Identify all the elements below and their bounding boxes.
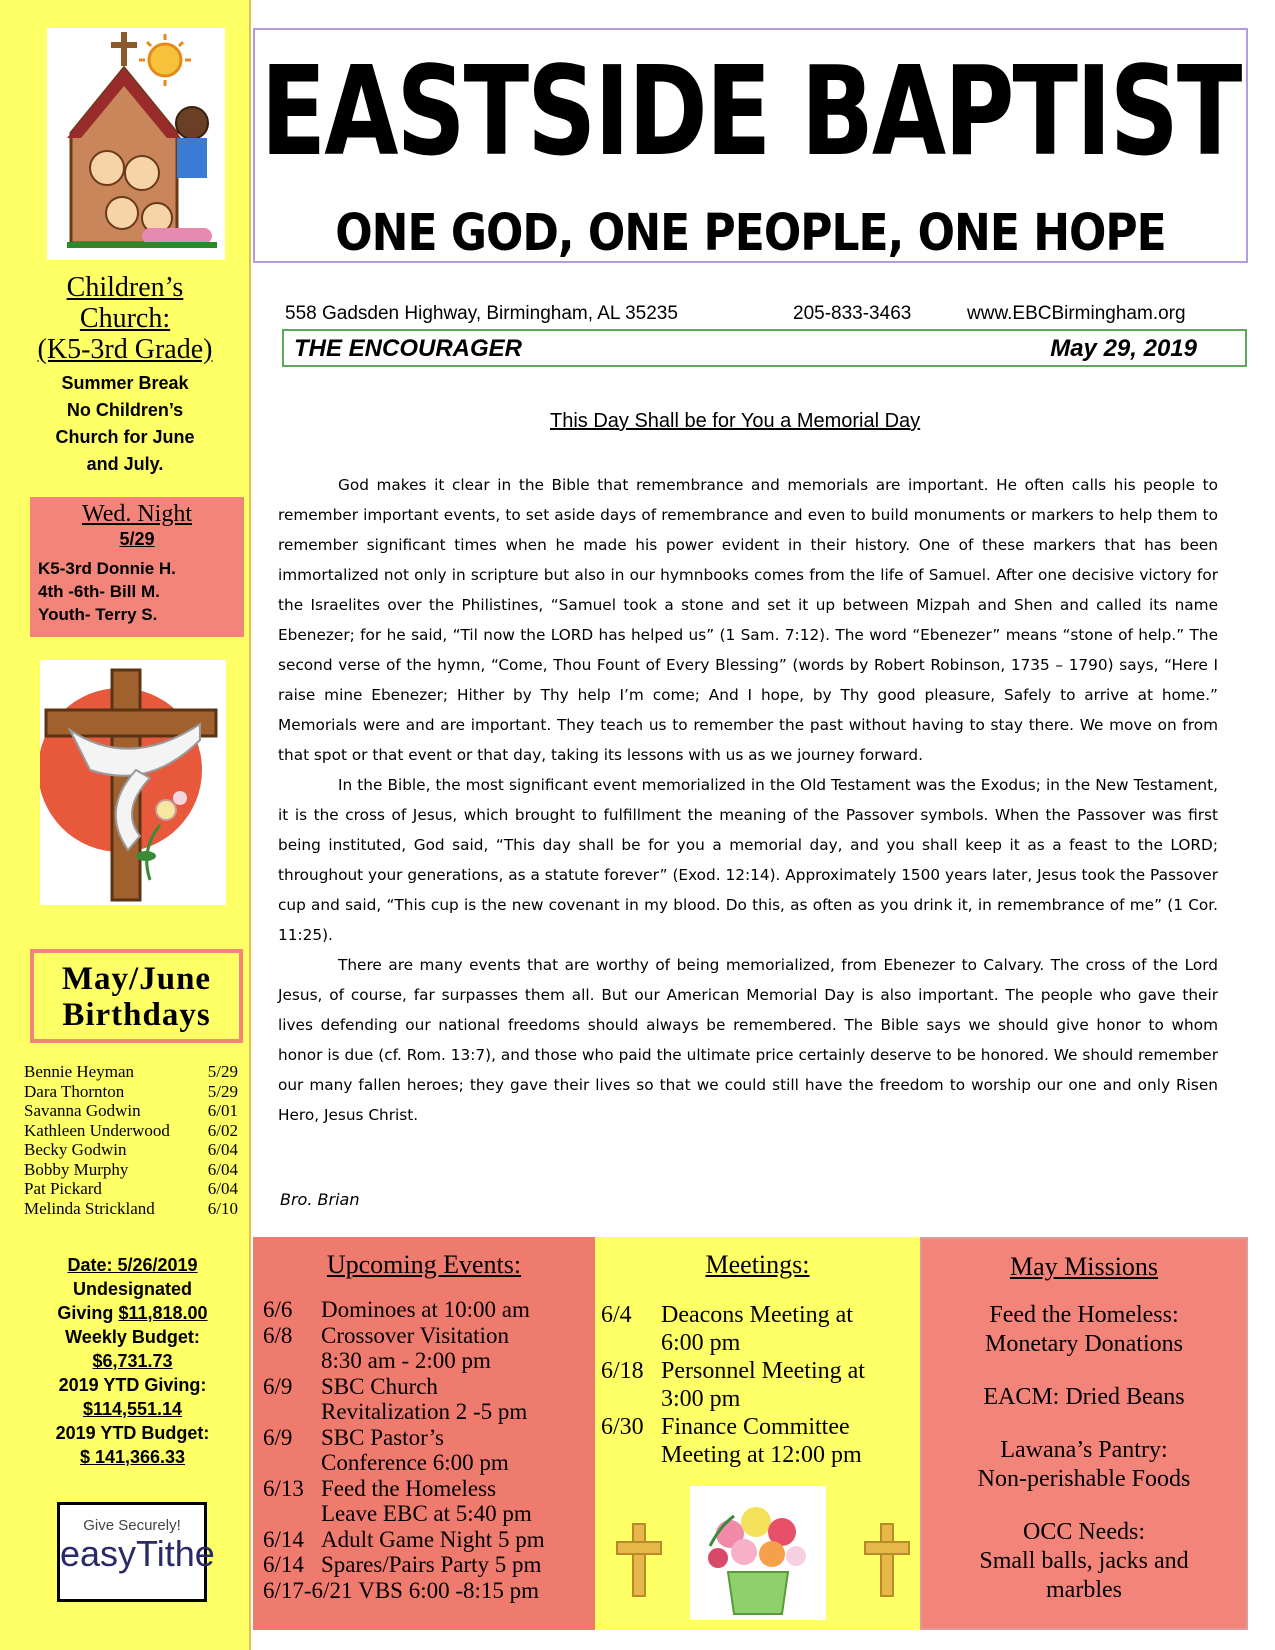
gold-cross-icon	[862, 1522, 912, 1598]
weekly-budget-label: Weekly Budget:	[65, 1327, 200, 1347]
ytd-budget-label: 2019 YTD Budget:	[55, 1423, 210, 1443]
newsletter-date: May 29, 2019	[1050, 335, 1197, 362]
wed-night-line: Youth- Terry S.	[38, 605, 158, 624]
church-name-title: EASTSIDE BAPTIST	[260, 40, 1241, 184]
birthday-row: Kathleen Underwood 6/02	[24, 1120, 238, 1140]
wed-night-title: Wed. Night	[81, 501, 193, 527]
event-item: 6/8 Crossover Visitation	[263, 1322, 509, 1348]
ytd-giving-label: 2019 YTD Giving:	[58, 1375, 207, 1395]
easytithe-brand: easyTithe	[60, 1533, 215, 1574]
event-item-continued: Leave EBC at 5:40 pm	[321, 1501, 532, 1526]
summer-break-note: Summer Break No Children’s Church for June and July.	[55, 373, 195, 474]
meeting-item: 6/30 Finance Committee	[601, 1414, 850, 1440]
church-address: 558 Gadsden Highway, Birmingham, AL 35235	[285, 303, 678, 324]
missions-list	[922, 1283, 1246, 1605]
newsletter-banner	[282, 329, 1247, 367]
missions-box	[920, 1237, 1248, 1630]
article-title: This Day Shall be for You a Memorial Day	[550, 410, 921, 432]
masthead	[253, 28, 1248, 263]
meeting-item-continued: Meeting at 12:00 pm	[661, 1442, 862, 1468]
mission-item: OCC Needs: Small balls, jacks and marbles	[979, 1519, 1189, 1603]
article-signature: Bro. Brian	[280, 1190, 360, 1209]
church-slogan: ONE GOD, ONE PEOPLE, ONE HOPE	[335, 204, 1166, 263]
ytd-giving-value: $114,551.14	[82, 1399, 183, 1419]
easytithe-tagline: Give Securely!	[83, 1517, 181, 1534]
meetings-title: Meetings:	[705, 1250, 810, 1279]
birthday-row: Pat Pickard 6/04	[24, 1179, 238, 1198]
giving-date: Date: 5/26/2019	[67, 1255, 198, 1275]
event-item: 6/14 Spares/Pairs Party 5 pm	[263, 1552, 542, 1577]
article-paragraph: In the Bible, the most significant event memorialized in the Old Testament was the Exodus; in the New Testament, it is the cross of Jesus, which brought to fulfillment the meaning of the Passover symbols. When the Passover was first being instituted, God said, “This day shall be for you a memorial day, and you shall keep it as a feast to the LORD; throughout your generations, as a statute forever” (Exod. 12:14). Approximately 1500 years later, Jesus took the Passover cup and said, “This cup is the new covenant in my blood. Do this, as often as you drink it, in remembrance of me” (1 Cor. 11:25).	[278, 776, 1218, 944]
upcoming-events-title: Upcoming Events:	[326, 1250, 522, 1279]
childrens-church-title: Children’s Church: (K5-3rd Grade)	[37, 272, 213, 365]
church-children-illustration	[47, 28, 225, 260]
church-phone: 205-833-3463	[793, 303, 912, 324]
meeting-item: 6/4 Deacons Meeting at	[601, 1302, 853, 1328]
mission-item: Feed the Homeless: Monetary Donations	[985, 1302, 1183, 1357]
newsletter-name: THE ENCOURAGER	[294, 335, 523, 362]
event-item: 6/13 Feed the Homeless	[263, 1475, 497, 1501]
event-item-continued: Revitalization 2 -5 pm	[321, 1399, 528, 1424]
article-body	[278, 470, 1218, 1130]
birthdays-heading-box	[30, 949, 243, 1043]
birthday-row: Savanna Godwin 6/01	[24, 1101, 238, 1120]
easytithe-logo[interactable]	[57, 1502, 215, 1602]
birthday-row: Bennie Heyman 5/29	[24, 1062, 238, 1081]
church-website[interactable]: www.EBCBirmingham.org	[967, 303, 1186, 324]
wed-night-line: 4th -6th- Bill M.	[38, 582, 160, 601]
meeting-item-continued: 6:00 pm	[661, 1330, 741, 1356]
birthdays-title: May/June Birthdays	[61, 961, 212, 1033]
birthday-row: Melinda Strickland 6/10	[24, 1198, 238, 1218]
wed-night-line: K5-3rd Donnie H.	[38, 559, 176, 578]
giving-value: $11,818.00	[118, 1303, 208, 1323]
event-item-continued: 8:30 am - 2:00 pm	[321, 1348, 491, 1373]
giving-label: Giving	[57, 1303, 114, 1323]
event-item: 6/17-6/21 VBS 6:00 -8:15 pm	[263, 1577, 540, 1603]
wed-night-date: 5/29	[119, 529, 155, 549]
birthday-row: Dara Thornton 5/29	[24, 1081, 238, 1101]
weekly-budget-value: $6,731.73	[92, 1351, 173, 1371]
event-item: 6/6 Dominoes at 10:00 am	[263, 1297, 530, 1322]
event-item: 6/14 Adult Game Night 5 pm	[263, 1526, 545, 1552]
events-list	[253, 1281, 595, 1603]
article-paragraph: There are many events that are worthy of being memorialized, from Ebenezer to Calvary. The cross of the Lord Jesus, of course, far surpasses them all. But our American Memorial Day is also important. The people who gave their lives defending our national freedoms should always be remembered. The Bible says we should give honor to whom honor is due (cf. Rom. 13:7), and those who paid the ultimate price certainly deserve to be honored. We should remember our many fallen heroes; they gave their lives so that we could still have the freedom to worship our one and only Risen Hero, Jesus Christ.	[278, 956, 1218, 1124]
birthday-row: Bobby Murphy 6/04	[24, 1159, 238, 1179]
meeting-item-continued: 3:00 pm	[661, 1386, 741, 1412]
meetings-list	[595, 1281, 920, 1469]
article-paragraph: God makes it clear in the Bible that remembrance and memorials are important. He often calls his people to remember important events, to set aside days of remembrance and even to build monuments or markers to help them to remember significant times when he made his power evident in their history. One of these markers that has been immortalized not only in scripture but also in our hymnbooks comes from the life of Samuel. After one decisive victory for the Israelites over the Philistines, “Samuel took a stone and set it up between Mizpah and Shen and called its name Ebenezer; for he said, “Til now the LORD has helped us” (1 Sam. 7:12). The word “Ebenezer” means “stone of help.” The second verse of the hymn, “Come, Thou Fount of Every Blessing” (words by Robert Robinson, 1735 – 1790) says, “Here I raise mine Ebenezer; Hither by Thy help I’m come; And I hope, by Thy good pleasure, Safely to arrive at home.” Memorials were and are important. They teach us to remember the past without having to stay there. We move on from that spot or that event or that day, taking its lessons with us as we journey forward.	[278, 476, 1218, 764]
mission-item: Lawana’s Pantry: Non-perishable Foods	[977, 1437, 1191, 1492]
cross-with-sash-illustration	[40, 660, 226, 905]
event-item-continued: Conference 6:00 pm	[321, 1450, 509, 1475]
missions-title: May Missions	[1009, 1252, 1159, 1281]
flower-bouquet-illustration	[690, 1486, 826, 1620]
event-item: 6/9 SBC Pastor’s	[263, 1424, 444, 1450]
sidebar	[0, 0, 251, 1650]
giving-summary	[20, 1253, 245, 1469]
ytd-budget-value: $ 141,366.33	[79, 1447, 186, 1467]
mission-item: EACM: Dried Beans	[983, 1384, 1185, 1410]
birthdays-list	[24, 1062, 238, 1218]
undesignated-label: Undesignated	[72, 1279, 192, 1299]
birthday-row: Becky Godwin 6/04	[24, 1140, 238, 1159]
wed-night-box	[30, 497, 244, 637]
upcoming-events-box	[253, 1237, 595, 1630]
gold-cross-icon	[614, 1522, 664, 1598]
meeting-item: 6/18 Personnel Meeting at	[601, 1358, 865, 1384]
event-item: 6/9 SBC Church	[263, 1373, 438, 1399]
